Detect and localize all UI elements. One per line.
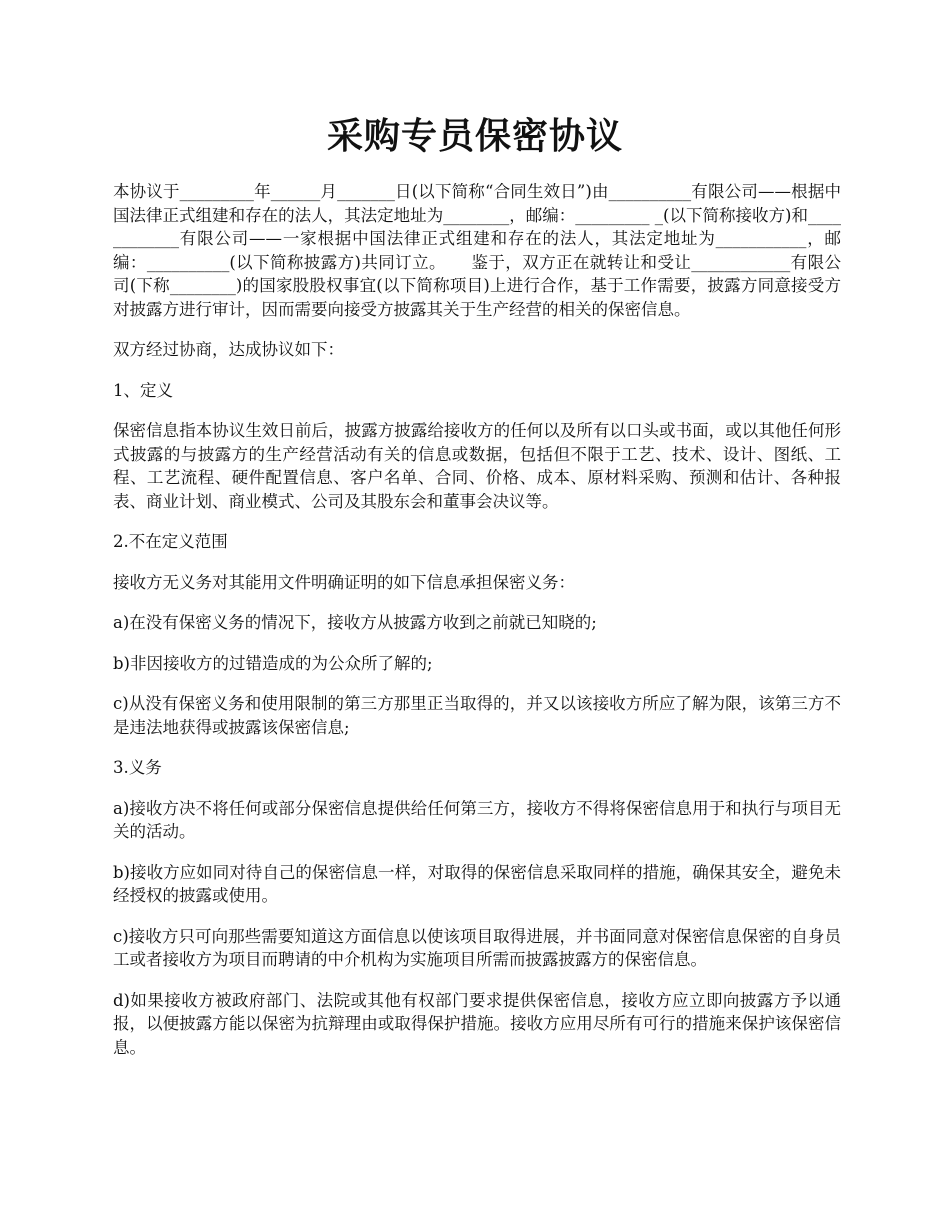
paragraph-definition: 保密信息指本协议生效日前后，披露方披露给接收方的任何以及所有以口头或书面，或以其他任何形式披露的与披露方的生产经营活动有关的信息或数据，包括但不限于工艺、技术、设计、图纸、工程、工艺流程、硬件配置信息、客户名单、合同、价格、成本、原材料采购、预测和估计、各种报表、商业计划、商业模式、公司及其股东会和董事会决议等。 xyxy=(113,421,841,511)
paragraph-obligation-c: c)接收方只可向那些需要知道这方面信息以使该项目取得进展，并书面同意对保密信息保密的自身员工或者接收方为项目而聘请的中介机构为实施项目所需而披露披露方的保密信息。 xyxy=(113,926,841,969)
section-heading-obligations: 3.义务 xyxy=(113,758,162,777)
paragraph-exclusion-a: a)在没有保密义务的情况下，接收方从披露方收到之前就已知晓的; xyxy=(113,613,597,632)
paragraph-exclusion-b: b)非因接收方的过错造成的为公众所了解的; xyxy=(113,653,433,673)
document-title: 采购专员保密协议 xyxy=(326,115,623,157)
paragraph-exclusions-intro: 接收方无义务对其能用文件明确证明的如下信息承担保密义务： xyxy=(113,572,575,592)
document-body xyxy=(113,180,841,1076)
paragraph-agreement-intro: 双方经过协商，达成协议如下： xyxy=(113,340,344,359)
section-heading-definition: 1、定义 xyxy=(113,380,173,400)
section-heading-exclusions: 2.不在定义范围 xyxy=(113,532,228,551)
paragraph-obligation-d: d)如果接收方被政府部门、法院或其他有权部门要求提供保密信息，接收方应立即向披露方予以通报，以便披露方能以保密为抗辩理由或取得保护措施。接收方应用尽所有可行的措施来保护该保密信息。 xyxy=(113,990,841,1057)
paragraph-obligation-b: b)接收方应如同对待自己的保密信息一样，对取得的保密信息采取同样的措施，确保其安全，避免未经授权的披露或使用。 xyxy=(113,862,841,905)
paragraph-exclusion-c: c)从没有保密义务和使用限制的第三方那里正当取得的，并又以该接收方所应了解为限，该第三方不是违法地获得或披露该保密信息; xyxy=(113,694,841,737)
paragraph-obligation-a: a)接收方决不将任何或部分保密信息提供给任何第三方，接收方不得将保密信息用于和执行与项目无关的活动。 xyxy=(113,798,841,841)
paragraph-preamble: 本协议于_________年______月_______日(以下简称“合同生效日”)由__________有限公司——根据中国法律正式组建和存在的法人，其法定地址为________，邮编：_________ _(以下简称接收方)和____________有限公司——一家根据中国法律正式组建和存在的法人，其法定地址为___________，邮编：__________(以下简称披露方)共同订立。 鉴于，双方正在就转让和受让____________有限公司(下称________)的国家股股权事宜(以下简称项目)上进行合作，基于工作需要，披露方同意接受方对披露方进行审计，因而需要向接受方披露其关于生产经营的相关的保密信息。 xyxy=(113,182,841,319)
